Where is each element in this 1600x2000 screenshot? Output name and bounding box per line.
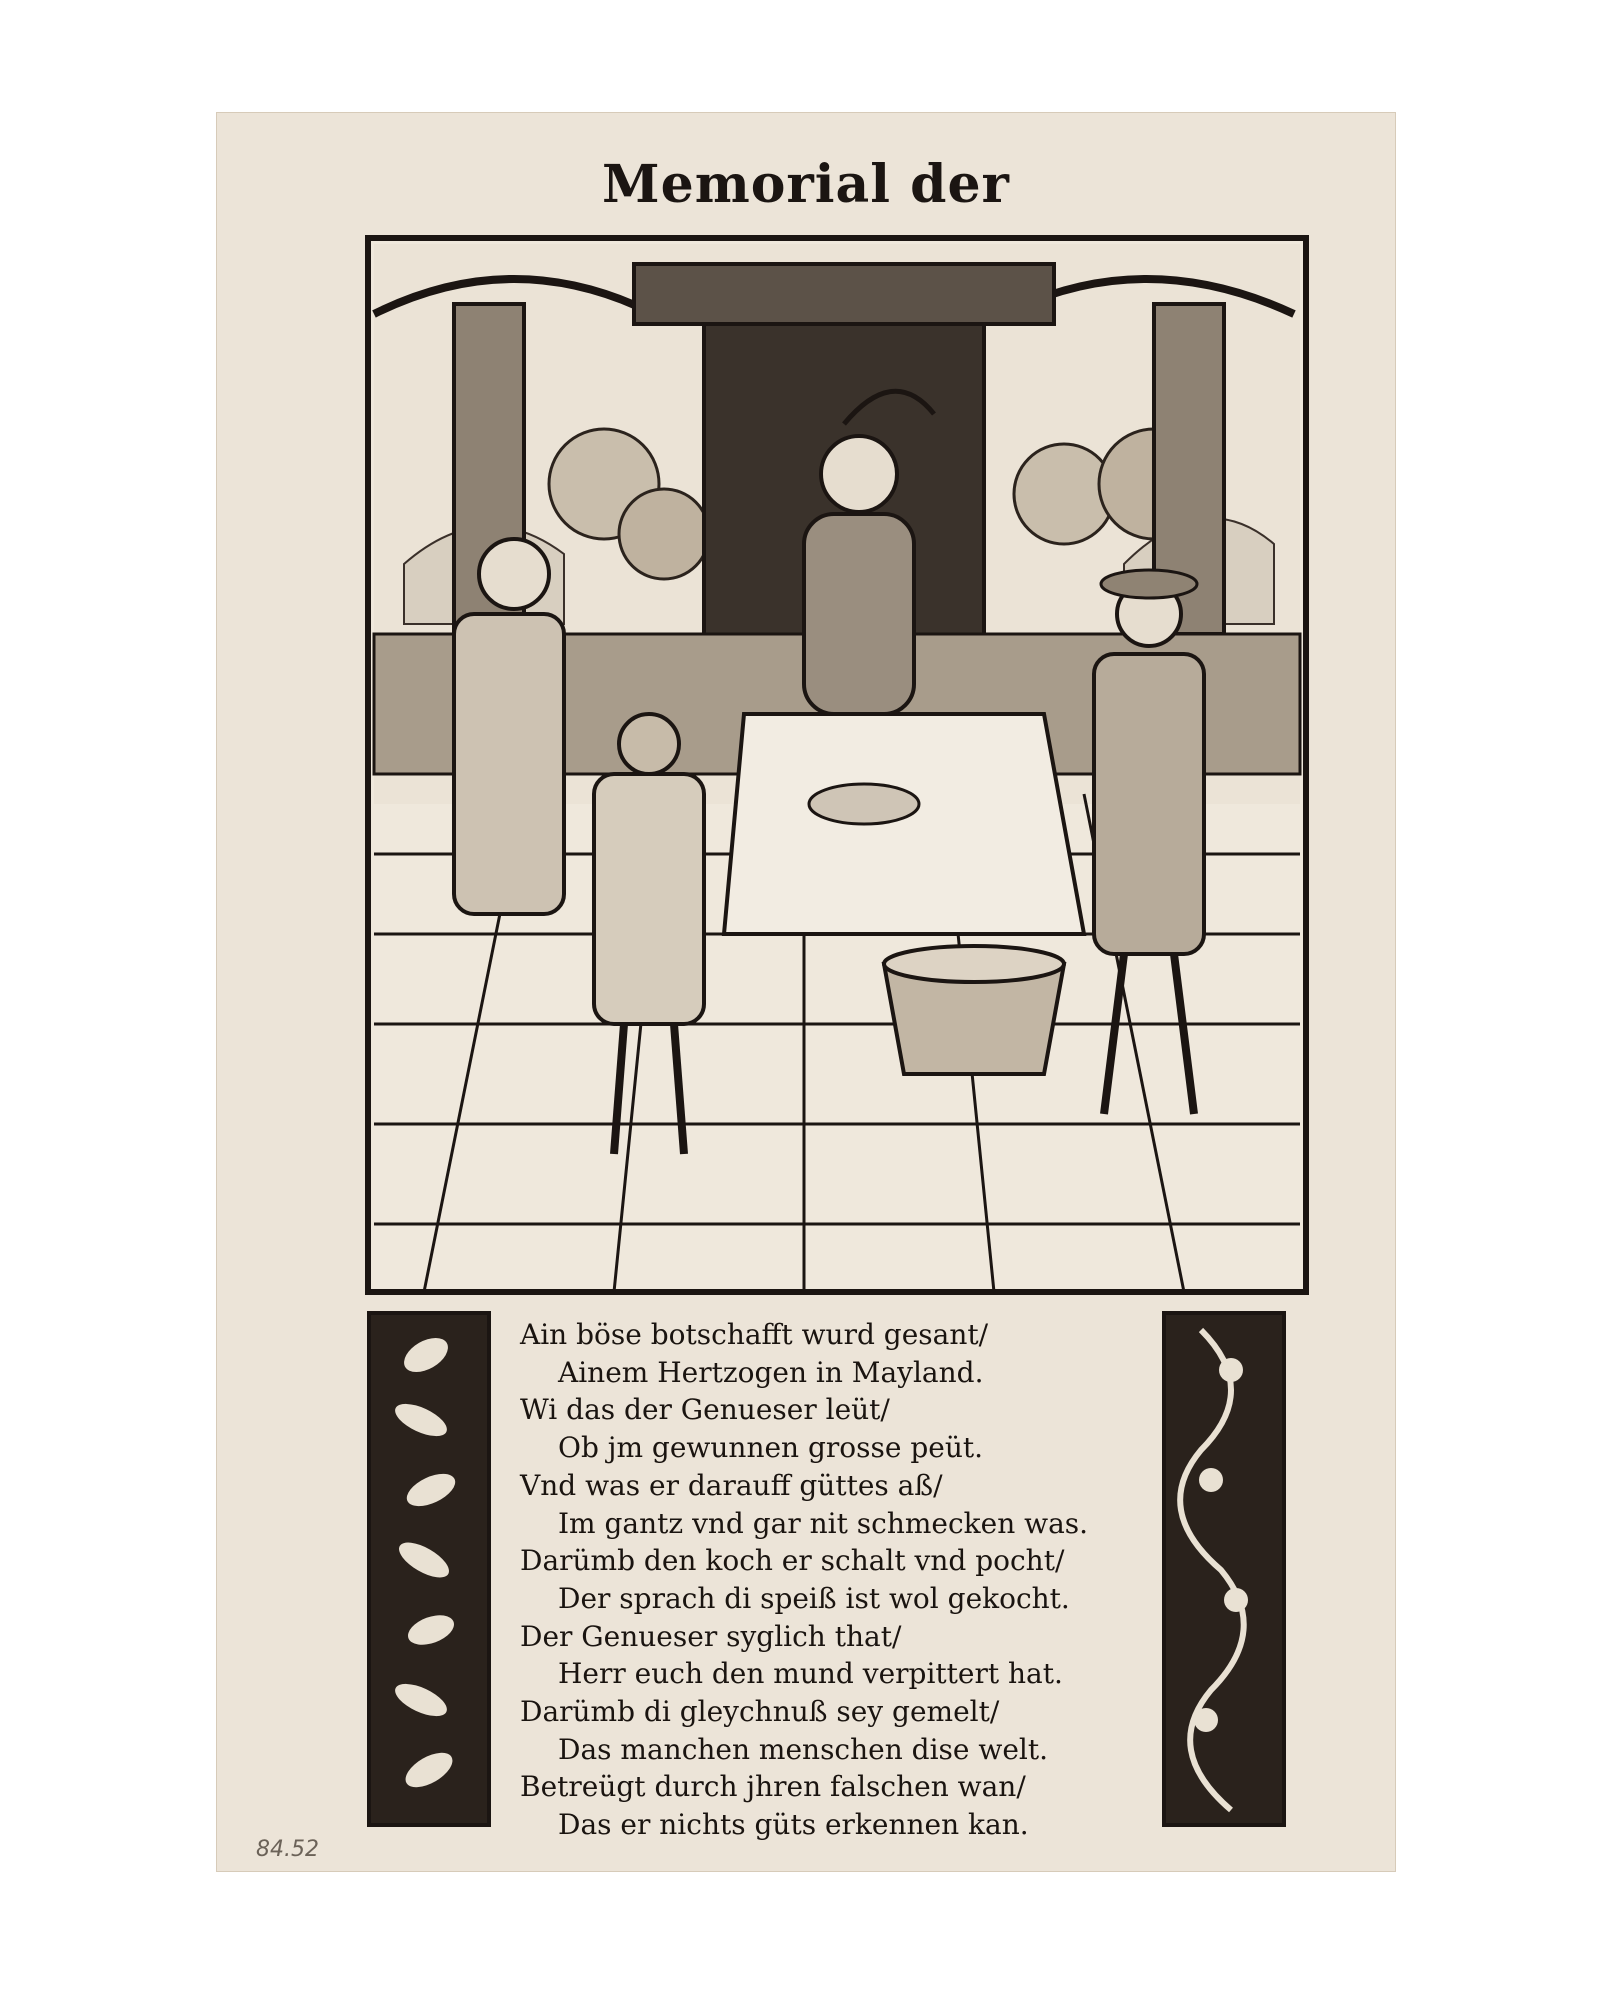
right-ornamental-border bbox=[1161, 1310, 1287, 1828]
woodcut-illustration bbox=[364, 234, 1310, 1296]
poem-line: Ain böse botschafft wurd gesant/ bbox=[520, 1318, 989, 1351]
poem-line: Das manchen menschen dise welt. bbox=[558, 1732, 1049, 1766]
poem-line: Das er nichts güts erkennen kan. bbox=[558, 1808, 1029, 1842]
print-sheet bbox=[216, 112, 1396, 1872]
poem-text bbox=[520, 1316, 1160, 1844]
poem-line: Im gantz vnd gar nit schmecken was. bbox=[558, 1506, 1089, 1540]
poem-line: Herr euch den mund verpittert hat. bbox=[558, 1657, 1063, 1691]
poem-line: Ob jm gewunnen grosse peüt. bbox=[558, 1431, 984, 1465]
poem-line: Ainem Hertzogen in Mayland. bbox=[558, 1355, 984, 1389]
poem-line: Vnd was er darauff güttes aß/ bbox=[520, 1468, 943, 1502]
poem-line: Betreügt durch jhren falschen wan/ bbox=[520, 1770, 1026, 1804]
poem-line: Wi das der Genueser leüt/ bbox=[520, 1393, 890, 1427]
inventory-number: 84.52 bbox=[256, 1837, 319, 1862]
poem-line: Der sprach di speiß ist wol gekocht. bbox=[558, 1581, 1070, 1615]
poem-line: Darümb den koch er schalt vnd pocht/ bbox=[520, 1544, 1065, 1578]
page-heading: Memorial der bbox=[602, 154, 1010, 215]
poem-line: Der Genueser syglich that/ bbox=[520, 1619, 902, 1653]
poem-line: Darümb di gleychnuß sey gemelt/ bbox=[520, 1695, 1000, 1729]
left-ornamental-border bbox=[366, 1310, 492, 1828]
